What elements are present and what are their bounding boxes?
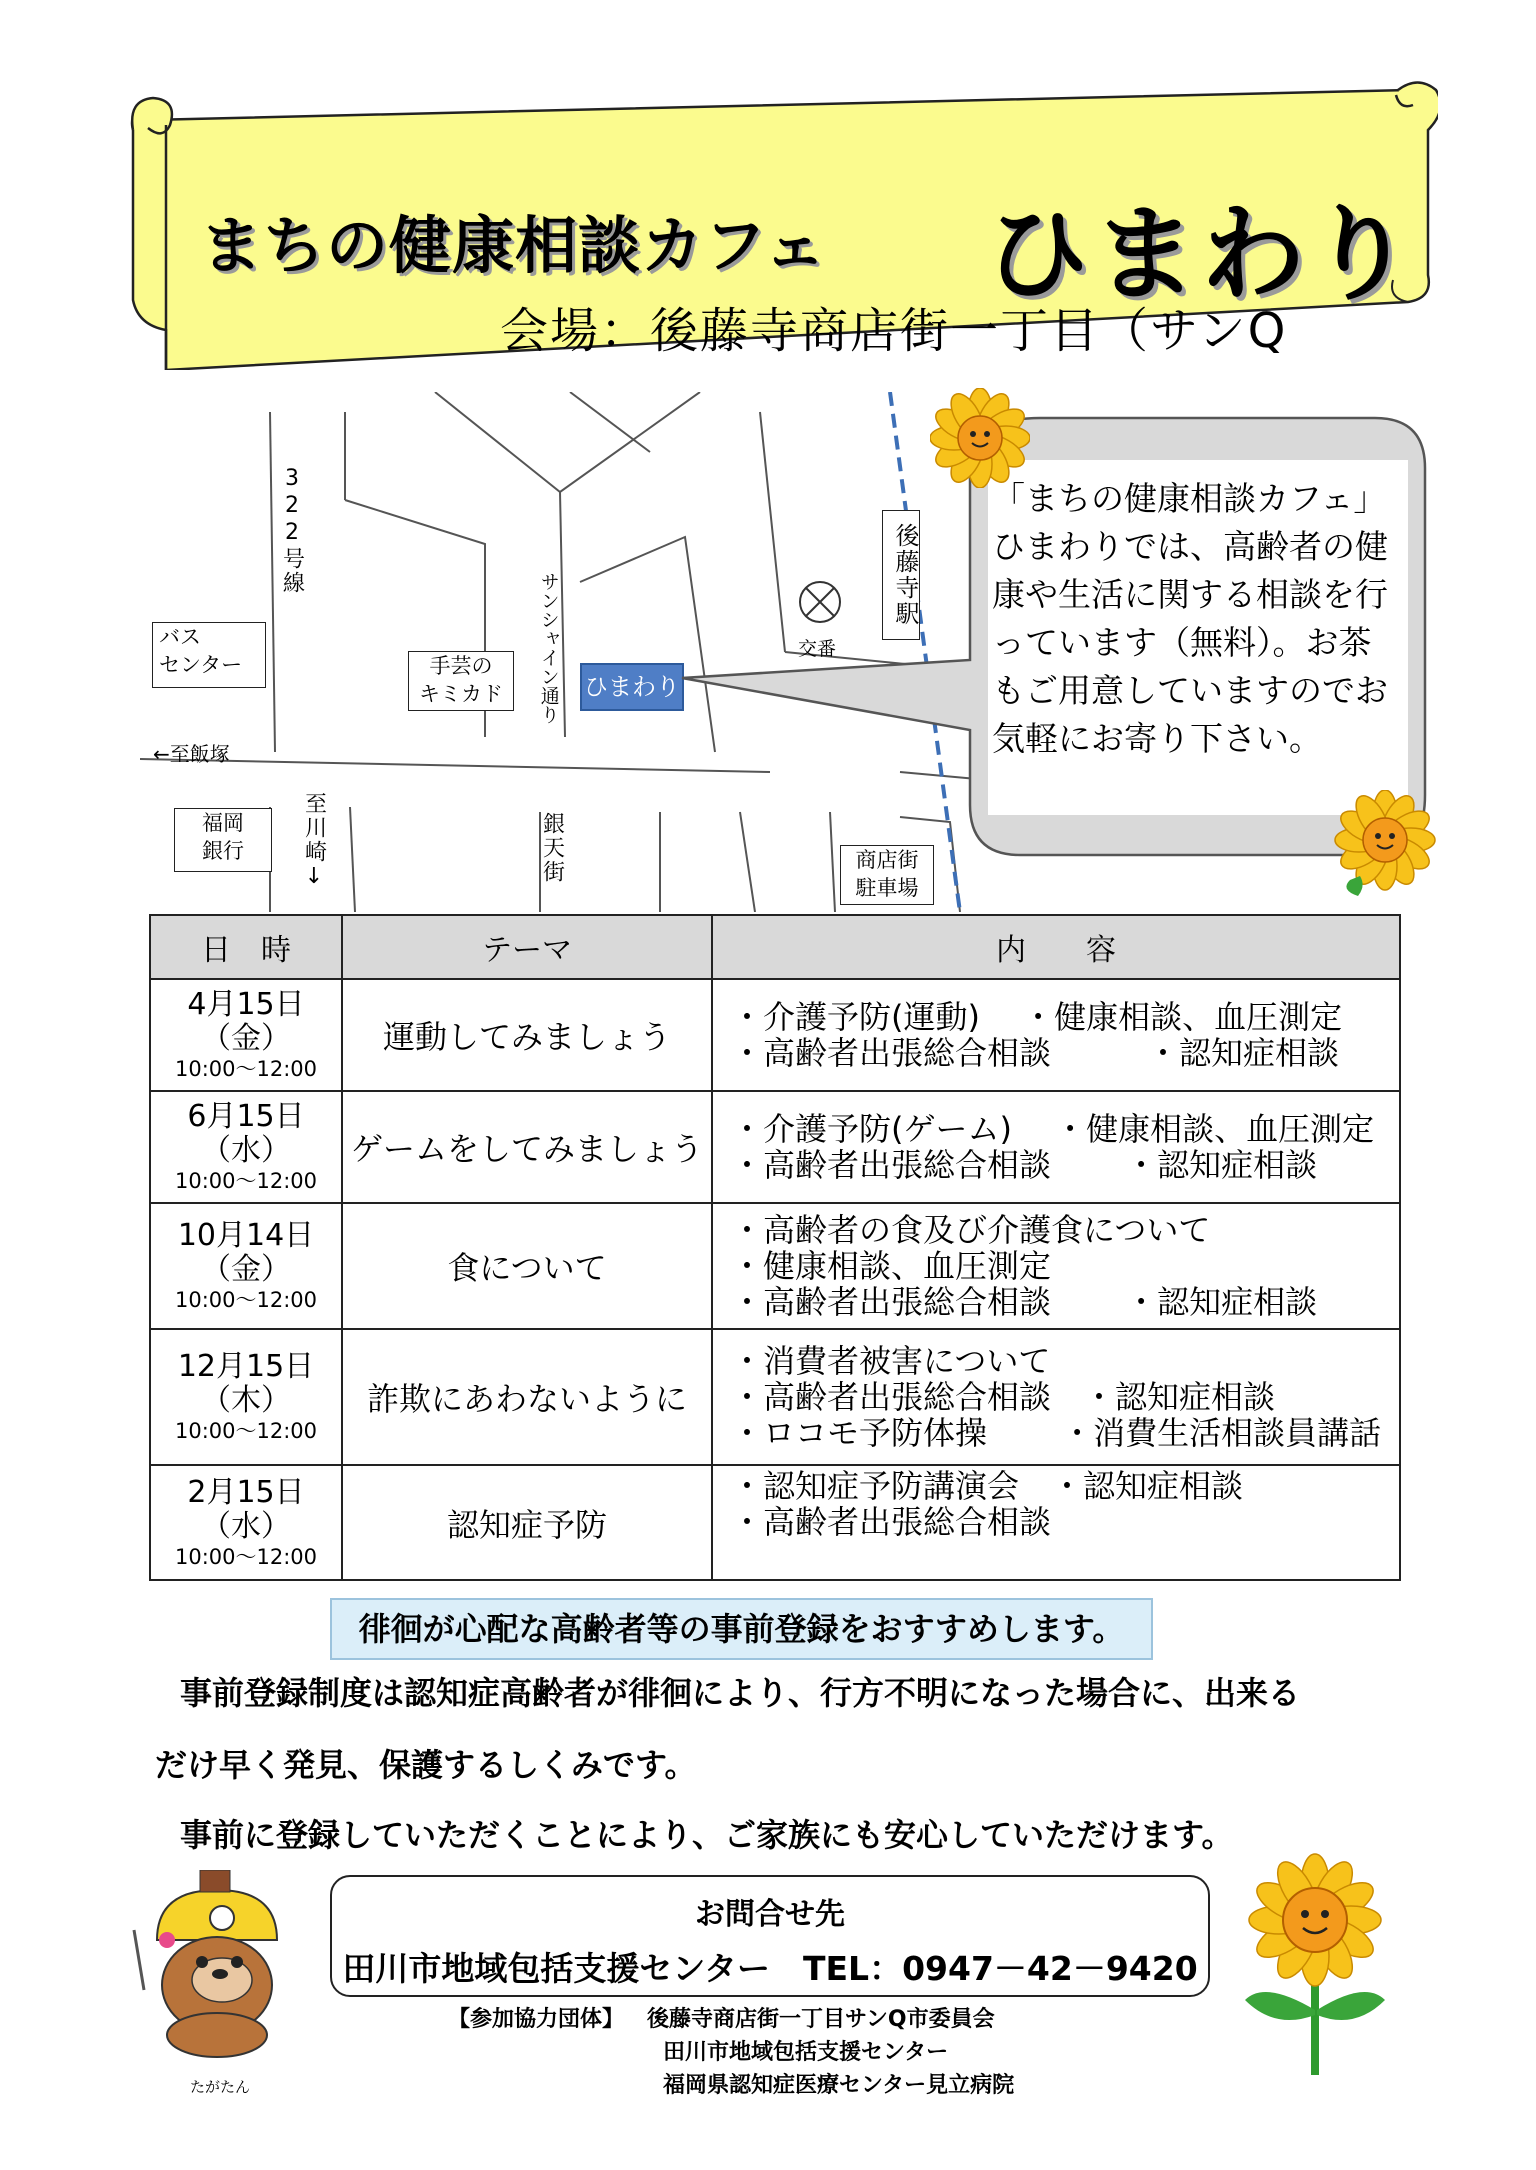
mascot-icon [122, 1870, 302, 2070]
content-cell [712, 1329, 1400, 1465]
ginten-label: 銀天街 [539, 812, 565, 884]
content-line: ・介護予防(運動) ・健康相談、血圧測定 [731, 998, 1343, 1036]
date-cell [150, 979, 342, 1091]
table-row [150, 979, 1400, 1091]
koban-label: 交番 [798, 638, 837, 660]
content-line: ・高齢者出張総合相談 [731, 1503, 1052, 1541]
content-line: ・高齢者出張総合相談 ・認知症相談 [731, 1283, 1318, 1321]
time: 10:00～12:00 [174, 1544, 318, 1569]
venue-label: 会場：後藤寺商店街一丁目（サンQ [500, 303, 1288, 359]
sunflower-icon [1235, 1850, 1395, 2080]
date: 2月15日 [187, 1474, 305, 1510]
parking-label: 商店街 駐車場 [840, 845, 934, 905]
sunflower-icon [930, 388, 1030, 488]
weekday: （水） [201, 1508, 291, 1544]
mascot-name: たがたん [190, 2078, 251, 2096]
notice-paragraph-1: 事前登録制度は認知症高齢者が徘徊により、行方不明になった場合に、出来る [180, 1674, 1301, 1712]
partner-org: 福岡県認知症医療センター見立病院 [663, 2073, 1015, 2098]
time: 10:00～12:00 [174, 1169, 318, 1193]
header-datetime: 日 時 [150, 915, 342, 979]
table-header-row [150, 915, 1400, 979]
date: 6月15日 [187, 1099, 305, 1134]
date: 12月15日 [177, 1349, 315, 1384]
content-line: ・健康相談、血圧測定 [731, 1247, 1052, 1285]
contact-title: お問合せ先 [695, 1897, 845, 1932]
table-row [150, 1465, 1400, 1580]
weekday: （金） [201, 1252, 291, 1287]
theme-cell: ゲームをしてみましょう [342, 1091, 712, 1203]
content-cell [712, 1465, 1400, 1580]
fukuoka-bank-label: 福岡 銀行 [174, 808, 272, 872]
sunshine-street-label: サンシャイン通り [537, 572, 560, 724]
date: 4月15日 [187, 987, 305, 1022]
contact-box [330, 1875, 1210, 1997]
gotoji-station-label: 後藤寺駅 [882, 510, 920, 640]
to-iizuka-label: ←至飯塚 [153, 742, 230, 766]
content-line: ・高齢者出張総合相談 ・認知症相談 [731, 1146, 1318, 1184]
weekday: （木） [201, 1383, 291, 1418]
registration-notice-heading: 徘徊が心配な高齢者等の事前登録をおすすめします。 [330, 1598, 1153, 1660]
weekday: （水） [201, 1133, 291, 1168]
table-row [150, 1329, 1400, 1465]
partner-org: 後藤寺商店街一丁目サンQ市委員会 [647, 2007, 995, 2032]
theme-cell: 運動してみましょう [342, 979, 712, 1091]
table-row [150, 1091, 1400, 1203]
cafe-name: ひまわり [985, 193, 1418, 315]
callout-text: 「まちの健康相談カフェ」ひまわりでは、高齢者の健康や生活に関する相談を行っています（無料）。お茶もご用意していますのでお気軽にお寄り下さい。 [992, 479, 1388, 758]
date-cell [150, 1465, 342, 1580]
date-cell [150, 1203, 342, 1329]
route-322-label: 322号線 [279, 466, 305, 595]
notice-paragraph-3: 事前に登録していただくことにより、ご家族にも安心していただけます。 [180, 1816, 1234, 1854]
to-kawasaki-label: 至川崎↓ [301, 792, 327, 891]
content-line: ・高齢者出張総合相談 ・認知症相談 [731, 1378, 1276, 1416]
theme-cell: 食について [342, 1203, 712, 1329]
notice-paragraph-2: だけ早く発見、保護するしくみです。 [155, 1746, 697, 1784]
theme-cell: 詐欺にあわないように [342, 1329, 712, 1465]
bus-center-label: バス センター [152, 622, 266, 688]
partners-label: 【参加協力団体】 [448, 2007, 625, 2032]
content-line: ・消費者被害について [731, 1342, 1051, 1380]
schedule-table [149, 914, 1401, 1581]
time: 10:00～12:00 [174, 1419, 318, 1443]
kimikado-label: 手芸の キミカド [408, 651, 514, 711]
partner-organizations [448, 2003, 1014, 2102]
content-line: ・高齢者出張総合相談 ・認知症相談 [731, 1034, 1340, 1072]
date-cell [150, 1329, 342, 1465]
partner-org: 田川市地域包括支援センター [663, 2040, 949, 2065]
theme-cell: 認知症予防 [342, 1465, 712, 1580]
content-line: ・認知症予防講演会 ・認知症相談 [731, 1467, 1244, 1505]
date: 10月14日 [177, 1218, 315, 1253]
content-cell [712, 1203, 1400, 1329]
weekday: （金） [201, 1021, 291, 1056]
content-cell [712, 979, 1400, 1091]
header-content: 内 容 [712, 915, 1400, 979]
himawari-location: ひまわり [580, 663, 684, 711]
contact-phone: 田川市地域包括支援センター TEL：0947－42－9420 [342, 1949, 1198, 1988]
content-line: ・ロコモ予防体操 ・消費生活相談員講話 [731, 1414, 1382, 1452]
content-line: ・高齢者の食及び介護食について [731, 1211, 1211, 1249]
content-line: ・介護予防(ゲーム) ・健康相談、血圧測定 [731, 1110, 1375, 1148]
sunflower-icon [1330, 790, 1440, 900]
time: 10:00～12:00 [174, 1288, 318, 1312]
table-row [150, 1203, 1400, 1329]
header-theme: テーマ [342, 915, 712, 979]
time: 10:00～12:00 [174, 1057, 318, 1081]
date-cell [150, 1091, 342, 1203]
content-cell [712, 1091, 1400, 1203]
page-title: まちの健康相談カフェ [200, 209, 827, 282]
